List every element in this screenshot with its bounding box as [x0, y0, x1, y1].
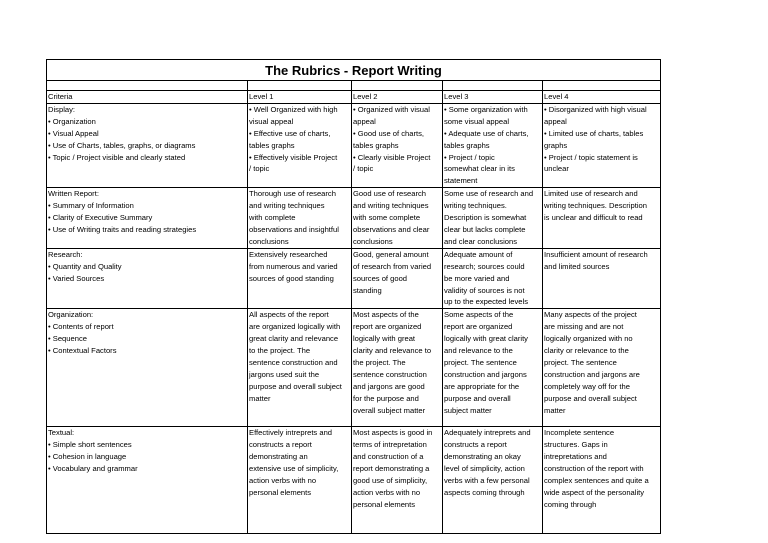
cell-line: tables graphs [249, 140, 295, 150]
cell-line: standing [353, 285, 382, 295]
spacer-cell [47, 81, 248, 91]
written-report-level-4-cell [543, 188, 661, 249]
cell-line: Some aspects of the [444, 310, 514, 320]
cell-line: and clear conclusions [444, 236, 518, 246]
cell-line: terms of intrepretation [353, 440, 427, 450]
cell-line: • Vocabulary and grammar [48, 464, 138, 474]
research-level-1-cell [248, 248, 352, 309]
cell-line: Incomplete sentence [544, 428, 615, 438]
cell-line: constructs a report [444, 440, 507, 450]
cell-line: • Use of Writing traits and reading strategies [48, 224, 197, 234]
cell-line: • Disorganized with high visual [544, 104, 647, 114]
cell-line: Effectively intreprets and [249, 428, 333, 438]
cell-line: • Varied Sources [48, 273, 105, 283]
cell-line: and writing techniques [249, 201, 325, 211]
cell-line: • Clarity of Executive Summary [48, 213, 153, 223]
cell-line: conclusions [353, 236, 393, 246]
cell-line: demonstrating an okay [444, 452, 521, 462]
cell-line: personal elements [249, 487, 312, 497]
cell-line: completely way off for the [544, 381, 630, 391]
row-organization [47, 309, 661, 427]
cell-line: Insufficient amount of research [544, 249, 648, 259]
row-display [47, 103, 661, 187]
cell-line: • Clearly visible Project [353, 152, 431, 162]
display-level-3-cell [443, 103, 543, 187]
cell-line: somewhat clear in its [444, 164, 515, 174]
cell-line: appeal [353, 116, 376, 126]
spacer-cell [352, 81, 443, 91]
cell-line: be more varied and [444, 273, 510, 283]
organization-level-1-cell [248, 309, 352, 427]
research-level-4-cell [543, 248, 661, 309]
cell-line: Most aspects of the [353, 310, 419, 320]
cell-line: action verbs with no [249, 475, 317, 485]
cell-line: observations and insightful [249, 224, 339, 234]
cell-line: subject matter [444, 405, 492, 415]
cell-line: conclusions [249, 236, 289, 246]
cell-line: • Effectively visible Project [249, 152, 338, 162]
cell-line: project. The sentence [444, 357, 517, 367]
textual-level-2-cell [352, 427, 443, 534]
cell-line: • Organization [48, 116, 96, 126]
cell-line: coming through [544, 499, 597, 509]
cell-line: sentence construction and [249, 357, 338, 367]
row-written-report [47, 188, 661, 249]
cell-line: and relevance to the [444, 346, 513, 356]
spacer-cell [248, 81, 352, 91]
cell-line: • Contents of report [48, 322, 114, 332]
cell-line: appeal [544, 116, 567, 126]
written-report-level-1-cell [248, 188, 352, 249]
cell-line: unclear [544, 164, 569, 174]
cell-line: All aspects of the report [249, 310, 329, 320]
cell-line: constructs a report [249, 440, 312, 450]
cell-line: Display: [48, 104, 76, 114]
spacer-cell [543, 81, 661, 91]
cell-line: observations and clear [353, 224, 430, 234]
cell-line: • Project / topic [444, 152, 495, 162]
cell-line: up to the expected levels [444, 297, 529, 307]
cell-line: report are organized [444, 322, 513, 332]
rubric-sheet [46, 59, 660, 534]
written-report-criteria-cell [47, 188, 248, 249]
cell-line: / topic [249, 164, 270, 174]
row-textual [47, 427, 661, 534]
cell-line: logically with great [353, 334, 416, 344]
cell-line: are appropriate for the [444, 381, 520, 391]
cell-line: writing techniques. [444, 201, 507, 211]
cell-line: purpose and overall subject [544, 393, 637, 403]
cell-line: to the project. The [249, 346, 311, 356]
organization-level-3-cell [443, 309, 543, 427]
cell-line: graphs [544, 140, 568, 150]
cell-line: Textual: [48, 428, 75, 438]
cell-line: • Topic / Project visible and clearly stated [48, 152, 186, 162]
cell-line: • Effective use of charts, [249, 128, 331, 138]
cell-line: verbs with a few personal [444, 475, 530, 485]
display-level-2-cell [352, 103, 443, 187]
cell-line: sources of good [353, 273, 408, 283]
cell-line: tables graphs [353, 140, 399, 150]
cell-line: intrepretations and [544, 452, 607, 462]
cell-line: with some complete [353, 213, 421, 223]
cell-line: from numerous and varied [249, 261, 338, 271]
cell-line: clear but lacks complete [444, 224, 526, 234]
cell-line: action verbs with no [353, 487, 421, 497]
header-level-3: Level 3 [443, 91, 543, 104]
cell-line: logically with great clarity [444, 334, 528, 344]
cell-line: • Use of Charts, tables, graphs, or diagrams [48, 140, 196, 150]
cell-line: are organized logically with [249, 322, 341, 332]
cell-line: Description is somewhat [444, 213, 527, 223]
display-level-4-cell [543, 103, 661, 187]
cell-line: Adequate amount of [444, 249, 513, 259]
cell-line: good use of simplicity, [353, 475, 428, 485]
cell-line: validity of sources is not [444, 285, 525, 295]
display-level-1-cell [248, 103, 352, 187]
cell-line: the project. The [353, 357, 406, 367]
cell-line: for the purpose and [353, 393, 419, 403]
written-report-level-2-cell [352, 188, 443, 249]
cell-line: • Summary of Information [48, 201, 134, 211]
rubric-title: The Rubrics - Report Writing [47, 60, 661, 81]
cell-line: clarity or relevance to the [544, 346, 629, 356]
cell-line: sentence construction [353, 369, 427, 379]
organization-level-4-cell [543, 309, 661, 427]
cell-line: project. The sentence [544, 357, 617, 367]
cell-line: are missing and are not [544, 322, 624, 332]
cell-line: • Visual Appeal [48, 128, 99, 138]
cell-line: visual appeal [249, 116, 294, 126]
research-criteria-cell [47, 248, 248, 309]
cell-line: overall subject matter [353, 405, 426, 415]
cell-line: is unclear and difficult to read [544, 213, 643, 223]
textual-level-1-cell [248, 427, 352, 534]
cell-line: Many aspects of the project [544, 310, 637, 320]
cell-line: writing techniques. Description [544, 201, 647, 211]
cell-line: • Project / topic statement is [544, 152, 638, 162]
cell-line: tables graphs [444, 140, 490, 150]
cell-line: construction and jargons [444, 369, 527, 379]
cell-line: / topic [353, 164, 374, 174]
cell-line: matter [249, 393, 271, 403]
rubric-table [46, 59, 661, 534]
research-level-2-cell [352, 248, 443, 309]
organization-criteria-cell [47, 309, 248, 427]
cell-line: demonstrating an [249, 452, 308, 462]
cell-line: • Adequate use of charts, [444, 128, 529, 138]
cell-line: and limited sources [544, 261, 610, 271]
cell-line: • Limited use of charts, tables [544, 128, 644, 138]
written-report-level-3-cell [443, 188, 543, 249]
header-criteria: Criteria [47, 91, 248, 104]
cell-line: Extensively researched [249, 249, 328, 259]
cell-line: jargons used suit the [249, 369, 320, 379]
cell-line: great clarity and relevance [249, 334, 339, 344]
cell-line: of research from varied [353, 261, 432, 271]
cell-line: Some use of research and [444, 189, 534, 199]
cell-line: construction of the report with [544, 464, 644, 474]
display-criteria-cell [47, 103, 248, 187]
cell-line: Most aspects is good in [353, 428, 433, 438]
cell-line: statement [444, 176, 478, 186]
cell-line: and writing techniques [353, 201, 429, 211]
cell-line: some visual appeal [444, 116, 510, 126]
cell-line: • Some organization with [444, 104, 528, 114]
cell-line: structures. Gaps in [544, 440, 608, 450]
cell-line: • Well Organized with high [249, 104, 338, 114]
cell-line: and construction of a [353, 452, 424, 462]
cell-line: Written Report: [48, 189, 99, 199]
textual-criteria-cell [47, 427, 248, 534]
cell-line: Organization: [48, 310, 94, 320]
header-level-2: Level 2 [352, 91, 443, 104]
cell-line: • Sequence [48, 334, 87, 344]
textual-level-4-cell [543, 427, 661, 534]
cell-line: clarity and relevance to [353, 346, 432, 356]
cell-line: and jargons are good [353, 381, 425, 391]
cell-line: Good, general amount [353, 249, 429, 259]
textual-level-3-cell [443, 427, 543, 534]
cell-line: level of simplicity, action [444, 464, 525, 474]
cell-line: Research: [48, 249, 83, 259]
cell-line: Adequately intreprets and [444, 428, 531, 438]
cell-line: • Simple short sentences [48, 440, 132, 450]
cell-line: sources of good standing [249, 273, 334, 283]
cell-line: Good use of research [353, 189, 427, 199]
organization-level-2-cell [352, 309, 443, 427]
cell-line: wide aspect of the personality [544, 487, 645, 497]
cell-line: purpose and overall subject [249, 381, 342, 391]
cell-line: with complete [249, 213, 296, 223]
cell-line: report demonstrating a [353, 464, 430, 474]
header-level-4: Level 4 [543, 91, 661, 104]
cell-line: personal elements [353, 499, 416, 509]
cell-line: • Quantity and Quality [48, 261, 122, 271]
cell-line: purpose and overall [444, 393, 511, 403]
cell-line: research; sources could [444, 261, 525, 271]
cell-line: aspects coming through [444, 487, 525, 497]
cell-line: • Contextual Factors [48, 346, 117, 356]
cell-line: • Good use of charts, [353, 128, 425, 138]
cell-line: logically organized with no [544, 334, 633, 344]
spacer-cell [443, 81, 543, 91]
header-level-1: Level 1 [248, 91, 352, 104]
cell-line: Thorough use of research [249, 189, 336, 199]
cell-line: complex sentences and quite a [544, 475, 649, 485]
cell-line: • Organized with visual [353, 104, 430, 114]
cell-line: • Cohesion in language [48, 452, 127, 462]
cell-line: extensive use of simplicity, [249, 464, 339, 474]
row-research [47, 248, 661, 309]
cell-line: matter [544, 405, 566, 415]
research-level-3-cell [443, 248, 543, 309]
cell-line: Limited use of research and [544, 189, 638, 199]
cell-line: construction and jargons are [544, 369, 640, 379]
cell-line: report are organized [353, 322, 422, 332]
